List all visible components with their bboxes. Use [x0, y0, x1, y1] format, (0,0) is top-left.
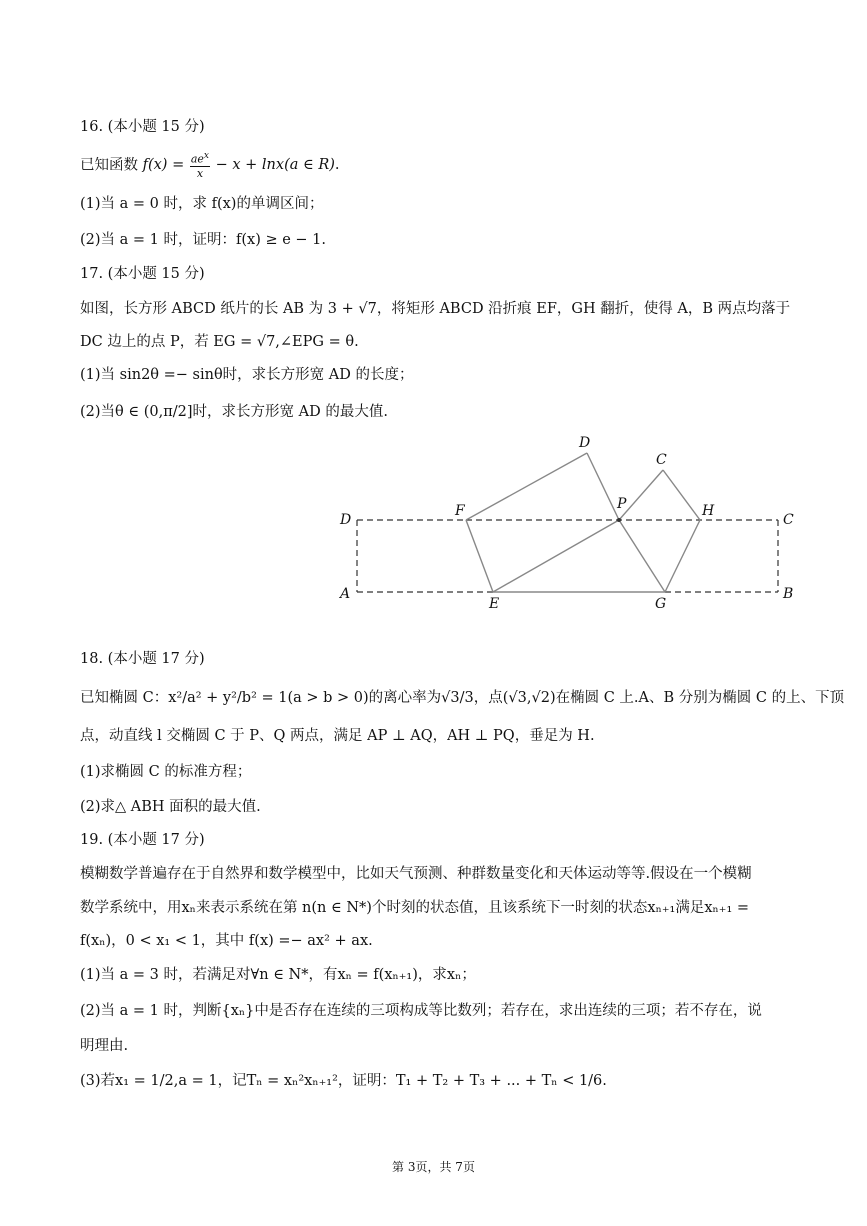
q18-stem-line2: 点，动直线 l 交椭圆 C 于 P、Q 两点，满足 AP ⊥ AQ，AH ⊥ PQ，垂足为 H.	[80, 728, 595, 744]
fig-solid-lines	[466, 453, 700, 592]
fig-label-b: B	[783, 586, 794, 602]
fig-label-g: G	[655, 596, 667, 612]
q17-part2: (2)当θ ∈ (0,π/2]时，求长方形宽 AD 的最大值.	[80, 404, 388, 420]
fig-label-p: P	[617, 496, 627, 512]
q19-stem-line2: 数学系统中，用xₙ来表示系统在第 n(n ∈ N*)个时刻的状态值，且该系统下一时刻的状态xₙ₊₁满足xₙ₊₁ =	[80, 900, 750, 916]
q19-part2-line2: 明理由.	[80, 1038, 129, 1054]
q19-stem-line3: f(xₙ)，0 < x₁ < 1，其中 f(x) =− ax² + ax.	[80, 933, 373, 949]
fig-label-e: E	[489, 596, 500, 612]
fig-label-d-left: D	[340, 512, 352, 528]
fig-label-c-top: C	[656, 452, 667, 468]
q16-stem-formula: f(x) = $\frac{ae^x}{x}$ − x + lnx(a ∈ R).	[142, 151, 340, 180]
fig-label-d-top: D	[579, 435, 591, 451]
q19-header: 19. (本小题 17 分)	[80, 832, 205, 848]
q17-part1: (1)当 sin2θ =− sinθ时，求长方形宽 AD 的长度；	[80, 367, 414, 383]
q17-header: 17. (本小题 15 分)	[80, 266, 205, 282]
q19-part2-line1: (2)当 a = 1 时，判断{xₙ}中是否存在连续的三项构成等比数列；若存在，求出连续的三项；若不存在，说	[80, 1003, 762, 1019]
fig-label-a: A	[340, 586, 351, 602]
q16-part2: (2)当 a = 1 时，证明：f(x) ≥ e − 1.	[80, 232, 327, 248]
q19-part1: (1)当 a = 3 时，若满足对∀n ∈ N*，有xₙ = f(xₙ₊₁)，求xₙ；	[80, 967, 476, 983]
q17-stem-line2: DC 边上的点 P，若 EG = √7,∠EPG = θ.	[80, 334, 359, 350]
fig-label-h: H	[702, 503, 715, 519]
q19-part3: (3)若x₁ = 1/2,a = 1，记Tₙ = xₙ²xₙ₊₁²，证明：T₁ + T₂ + T₃ + ... + Tₙ < 1/6.	[80, 1073, 607, 1089]
q16-header: 16. (本小题 15 分)	[80, 119, 205, 135]
q16-part1: (1)当 a = 0 时，求 f(x)的单调区间；	[80, 196, 324, 212]
fig-point-p	[617, 518, 621, 522]
fig-label-f: F	[455, 503, 465, 519]
q18-part2: (2)求△ ABH 面积的最大值.	[80, 799, 261, 815]
q16-stem-prefix: 已知函数	[80, 157, 138, 174]
q18-part1: (1)求椭圆 C 的标准方程；	[80, 764, 252, 780]
q17-stem-line1: 如图，长方形 ABCD 纸片的长 AB 为 3 + √7，将矩形 ABCD 沿折痕 EF，GH 翻折，使得 A，B 两点均落于	[80, 301, 791, 317]
q18-stem-line1: 已知椭圆 C：x²/a² + y²/b² = 1(a > b > 0)的离心率为√3/3，点(√3,√2)在椭圆 C 上.A、B 分别为椭圆 C 的上、下顶	[80, 690, 845, 706]
q18-header: 18. (本小题 17 分)	[80, 651, 205, 667]
page-footer: 第 3页，共 7页	[392, 1160, 475, 1174]
fig-label-c-right: C	[783, 512, 794, 528]
q19-stem-line1: 模糊数学普遍存在于自然界和数学模型中，比如天气预测、种群数量变化和天体运动等等.假设在一个模糊	[80, 866, 752, 882]
